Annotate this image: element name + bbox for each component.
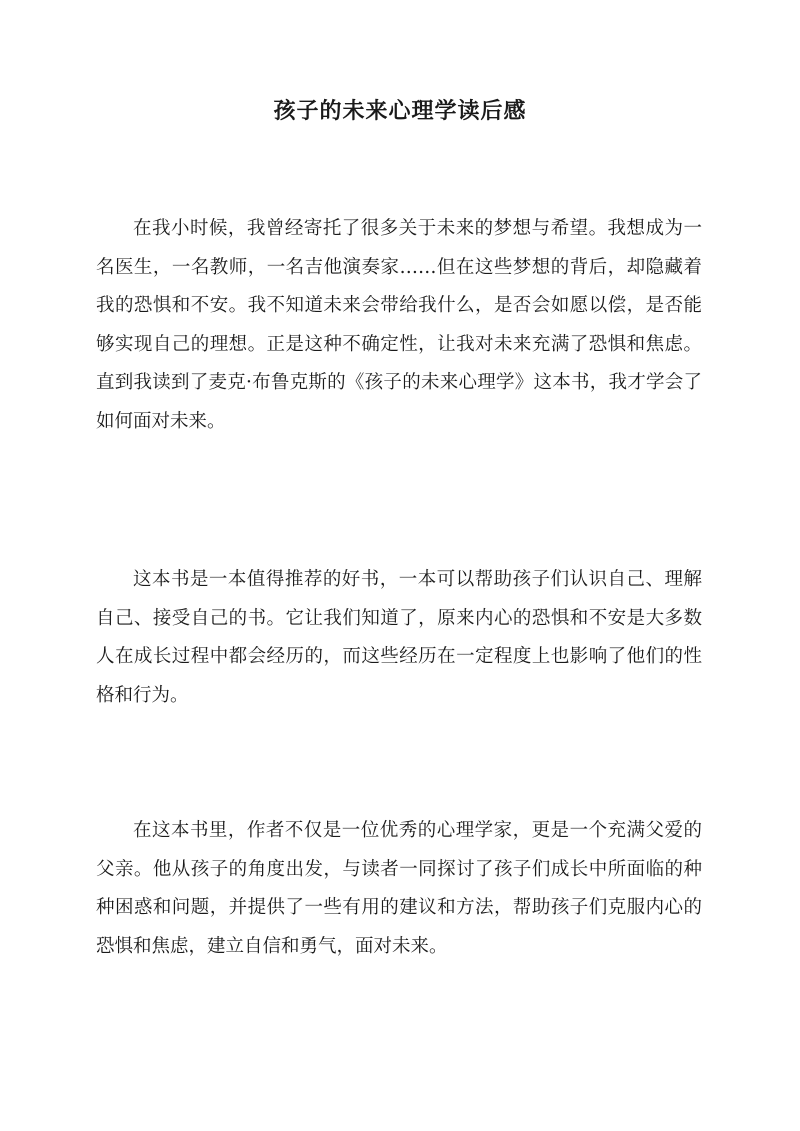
paragraph-3: 在这本书里，作者不仅是一位优秀的心理学家，更是一个充满父爱的父亲。他从孩子的角度出发，与读者一同探讨了孩子们成长中所面临的种种困惑和问题，并提供了一些有用的建议和方法，帮助孩子们克服内心的恐惧和焦虑，建立自信和勇气，面对未来。 — [96, 820, 702, 957]
paragraph-1: 在我小时候，我曾经寄托了很多关于未来的梦想与希望。我想成为一名医生，一名教师，一名吉他演奏家……但在这些梦想的背后，却隐藏着我的恐惧和不安。我不知道未来会带给我什么，是否会如愿以偿，是否能够实现自己的理想。正是这种不确定性，让我对未来充满了恐惧和焦虑。直到我读到了麦克·布鲁克斯的《孩子的未来心理学》这本书，我才学会了如何面对未来。 — [96, 218, 702, 432]
paragraph-2: 这本书是一本值得推荐的好书，一本可以帮助孩子们认识自己、理解自己、接受自己的书。它让我们知道了，原来内心的恐惧和不安是大多数人在成长过程中都会经历的，而这些经历在一定程度上也影响了他们的性格和行为。 — [96, 569, 702, 706]
document-title: 孩子的未来心理学读后感 — [273, 98, 527, 124]
